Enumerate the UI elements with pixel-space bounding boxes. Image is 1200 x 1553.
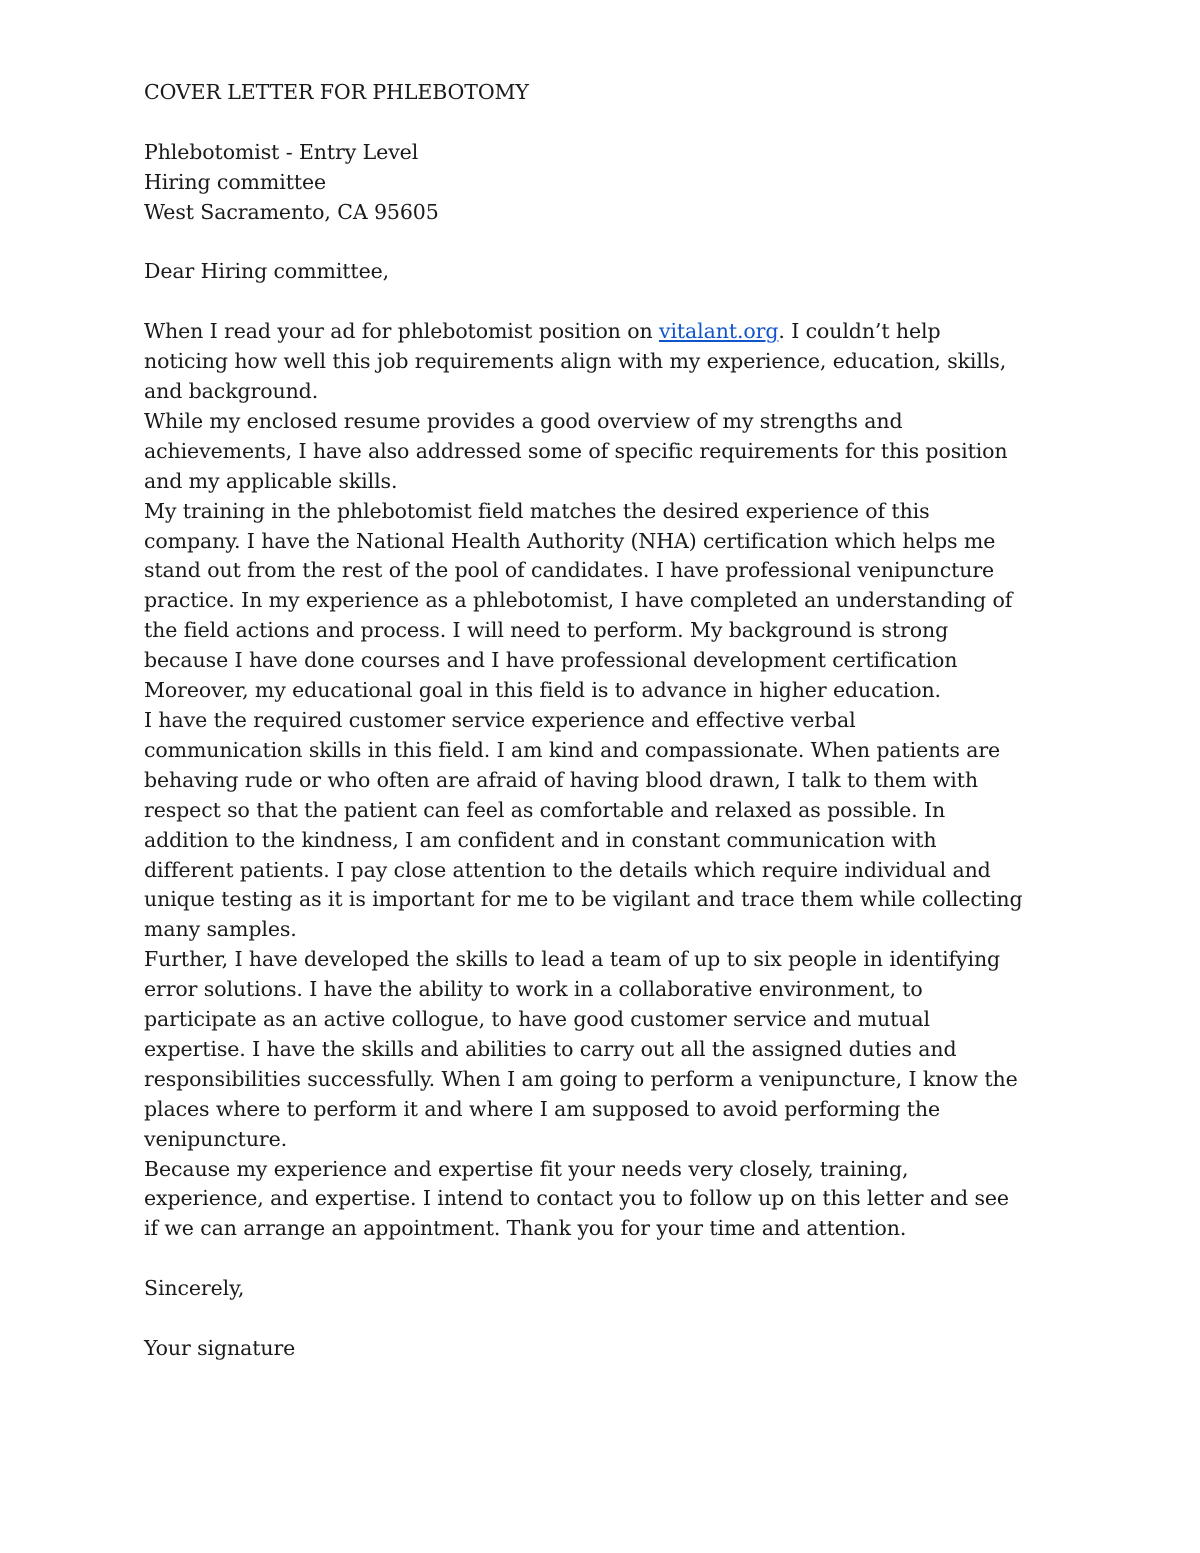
body-line: addition to the kindness, I am confident and in constant communication with <box>144 827 937 852</box>
body-line: behaving rude or who often are afraid of having blood drawn, I talk to them with <box>144 767 978 792</box>
body-line: error solutions. I have the ability to work in a collaborative environment, to <box>144 977 923 1002</box>
body-line: if we can arrange an appointment. Thank you for your time and attention. <box>144 1216 907 1241</box>
body-first-line <box>144 317 1074 347</box>
body-line: because I have done courses and I have professional development certification <box>144 648 958 673</box>
recipient-committee: Hiring committee <box>144 169 327 194</box>
body-line: responsibilities successfully. When I am going to perform a venipuncture, I know the <box>144 1066 1018 1091</box>
signature: Your signature <box>144 1335 296 1360</box>
body-line: many samples. <box>144 917 297 942</box>
body-line: stand out from the rest of the pool of candidates. I have professional venipuncture <box>144 558 995 583</box>
letter-content <box>144 78 1074 1364</box>
body-line: noticing how well this job requirements align with my experience, education, skills, <box>144 349 1007 374</box>
body-line: different patients. I pay close attention to the details which require individual and <box>144 857 991 882</box>
body-line: My training in the phlebotomist field matches the desired experience of this <box>144 498 930 523</box>
body-line: participate as an active collogue, to have good customer service and mutual <box>144 1007 930 1032</box>
body-line: Moreover, my educational goal in this field is to advance in higher education. <box>144 678 941 703</box>
body-line: communication skills in this field. I am kind and compassionate. When patients are <box>144 737 1001 762</box>
first-line-after-link: . I couldn’t help <box>778 319 941 344</box>
vitalant-link[interactable]: vitalant.org <box>658 319 779 344</box>
salutation: Dear Hiring committee, <box>144 259 390 284</box>
body-line: Because my experience and expertise fit your needs very closely, training, <box>144 1156 909 1181</box>
letter-body <box>144 317 1074 1244</box>
recipient-position: Phlebotomist - Entry Level <box>144 139 419 164</box>
body-line: and background. <box>144 379 319 404</box>
body-line: unique testing as it is important for me to be vigilant and trace them while collecting <box>144 887 1023 912</box>
body-line: places where to perform it and where I am supposed to avoid performing the <box>144 1096 941 1121</box>
body-line: I have the required customer service experience and effective verbal <box>144 707 856 732</box>
closing: Sincerely, <box>144 1276 245 1301</box>
document-title: COVER LETTER FOR PHLEBOTOMY <box>144 80 529 104</box>
recipient-location: West Sacramento, CA 95605 <box>144 199 439 224</box>
body-line: expertise. I have the skills and abilities to carry out all the assigned duties and <box>144 1036 957 1061</box>
body-line: experience, and expertise. I intend to contact you to follow up on this letter and see <box>144 1186 1009 1211</box>
first-line-before-link: When I read your ad for phlebotomist position on <box>144 319 659 344</box>
recipient-address <box>144 138 1074 228</box>
body-line: the field actions and process. I will need to perform. My background is strong <box>144 618 949 643</box>
body-lines-container <box>144 347 1074 1244</box>
body-line: and my applicable skills. <box>144 468 398 493</box>
body-line: venipuncture. <box>144 1126 288 1151</box>
body-line: While my enclosed resume provides a good overview of my strengths and <box>144 408 903 433</box>
body-line: company. I have the National Health Authority (NHA) certification which helps me <box>144 528 996 553</box>
body-line: practice. In my experience as a phlebotomist, I have completed an understanding of <box>144 588 1013 613</box>
body-line: Further, I have developed the skills to lead a team of up to six people in identifying <box>144 947 1001 972</box>
body-line: respect so that the patient can feel as comfortable and relaxed as possible. In <box>144 797 946 822</box>
body-line: achievements, I have also addressed some of specific requirements for this position <box>144 438 1008 463</box>
